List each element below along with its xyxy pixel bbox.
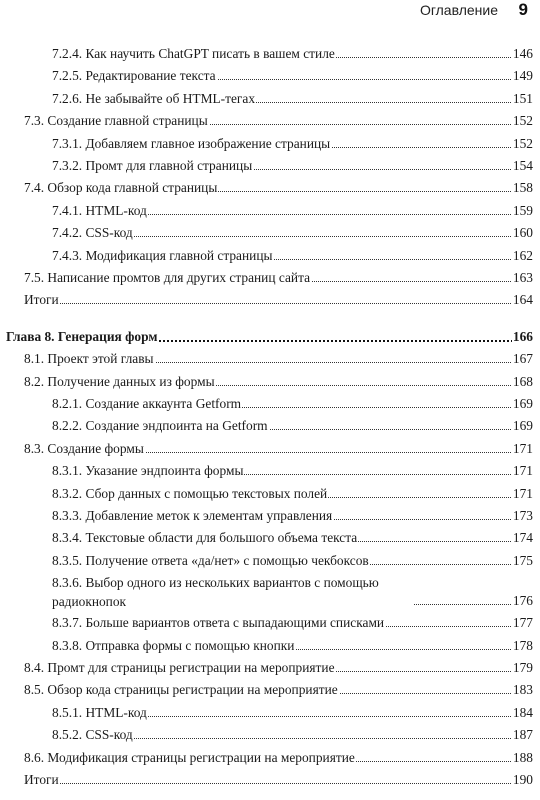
toc-entry-page: 167 (512, 349, 533, 369)
toc-entry-title: 8.3.8. Отправка формы с помощью кнопки (52, 636, 295, 656)
toc-section (24, 372, 533, 392)
toc-subsection (52, 156, 533, 176)
toc-entry-title: 8.3. Создание формы (24, 439, 145, 459)
toc-subsection (52, 528, 533, 548)
page-number: 9 (518, 0, 528, 19)
toc-subsection (52, 636, 533, 656)
toc-entry-title: 7.4.1. HTML-код (52, 201, 148, 221)
toc-section (24, 439, 533, 459)
running-title: Оглавление (419, 2, 498, 18)
toc-entry-page: 173 (512, 506, 533, 526)
toc-entry-page: 166 (512, 327, 533, 347)
toc-entry-page: 164 (512, 290, 533, 310)
toc-subsection (52, 506, 533, 526)
toc-entry-title: 8.2.2. Создание эндпоинта на Getform (52, 416, 269, 436)
toc-section (24, 770, 533, 790)
toc-entry-page: 188 (512, 748, 533, 768)
toc-entry-title: 7.4.3. Модификация главной страницы (52, 246, 274, 266)
toc-entry-title: 8.2. Получение данных из формы (24, 372, 216, 392)
toc-entry-title: 7.5. Написание промтов для других страниц сайта (24, 268, 311, 288)
toc-entry-title: 8.6. Модификация страницы регистрации на мероприятие (24, 748, 356, 768)
toc-subsection (52, 134, 533, 154)
toc-entry-title: 8.5.2. CSS-код (52, 725, 134, 745)
toc-entry-page: 190 (512, 770, 533, 790)
toc-entry-page: 174 (512, 528, 533, 548)
toc-entry-page: 168 (512, 372, 533, 392)
toc-subsection (52, 613, 533, 633)
toc-entry-title: 8.3.2. Сбор данных с помощью текстовых полей (52, 484, 328, 504)
toc-entry-page: 178 (512, 636, 533, 656)
toc-entry-title: Глава 8. Генерация форм (6, 327, 158, 347)
toc-entry-page: 158 (512, 178, 533, 198)
toc-subsection (52, 246, 533, 266)
toc-entry-title: 7.2.6. Не забывайте об HTML-тегах (52, 89, 256, 109)
toc-entry-title: Итоги (24, 770, 60, 790)
toc-section (24, 178, 533, 198)
toc-entry-page: 151 (512, 89, 533, 109)
toc-subsection (52, 573, 533, 611)
toc-section (24, 658, 533, 678)
toc-entry-title: 7.3.1. Добавляем главное изображение страницы (52, 134, 331, 154)
toc-subsection (52, 416, 533, 436)
toc-entry-page: 176 (512, 591, 533, 611)
page-header (0, 0, 540, 22)
toc-entry-page: 175 (512, 551, 533, 571)
toc-subsection (52, 201, 533, 221)
toc-entry-page: 169 (512, 416, 533, 436)
toc-entry-page: 184 (512, 703, 533, 723)
toc-entry-page: 169 (512, 394, 533, 414)
toc-entry-page: 187 (512, 725, 533, 745)
toc-entry-title: 8.5.1. HTML-код (52, 703, 148, 723)
toc-section (24, 111, 533, 131)
toc-entry-page: 159 (512, 201, 533, 221)
toc-entry-page: 179 (512, 658, 533, 678)
toc-entry-title: 8.3.1. Указание эндпоинта формы (52, 461, 244, 481)
toc-subsection (52, 394, 533, 414)
toc-entry-title: 8.2.1. Создание аккаунта Getform (52, 394, 242, 414)
toc-chapter (6, 327, 533, 347)
toc-subsection (52, 484, 533, 504)
toc-entry-page: 152 (512, 134, 533, 154)
toc-section (24, 680, 533, 700)
toc-entry-title: 8.3.3. Добавление меток к элементам управления (52, 506, 333, 526)
toc-entry-title: 8.3.4. Текстовые области для большого объема текста (52, 528, 358, 548)
toc-entry-title: Итоги (24, 290, 60, 310)
toc-subsection (52, 66, 533, 86)
toc-leader-dots (24, 783, 533, 784)
toc-entry-title: 8.5. Обзор кода страницы регистрации на мероприятие (24, 680, 339, 700)
toc-entry-page: 171 (512, 439, 533, 459)
toc-section (24, 268, 533, 288)
toc-subsection (52, 551, 533, 571)
toc-entry-page: 146 (512, 44, 533, 64)
toc-subsection (52, 703, 533, 723)
toc-entry-page: 163 (512, 268, 533, 288)
toc-section (24, 748, 533, 768)
toc-entry-page: 171 (512, 461, 533, 481)
toc-entry-title: 8.3.7. Больше вариантов ответа с выпадающими списками (52, 613, 385, 633)
toc-subsection (52, 44, 533, 64)
toc-subsection (52, 89, 533, 109)
toc-entry-title: 7.4. Обзор кода главной страницы (24, 178, 218, 198)
toc-entry-page: 177 (512, 613, 533, 633)
toc-entry-title: 7.3.2. Промт для главной страницы (52, 156, 253, 176)
toc-section (24, 349, 533, 369)
toc-entry-title: 8.4. Промт для страницы регистрации на мероприятие (24, 658, 336, 678)
toc-entry-page: 160 (512, 223, 533, 243)
toc-entry-page: 183 (512, 680, 533, 700)
toc-subsection (52, 223, 533, 243)
toc-entry-page: 152 (512, 111, 533, 131)
toc-subsection (52, 725, 533, 745)
toc-entry-title: 8.1. Проект этой главы (24, 349, 155, 369)
toc-section (24, 290, 533, 310)
toc-entry-title: 7.2.5. Редактирование текста (52, 66, 217, 86)
toc-entry-title: 7.2.4. Как научить ChatGPT писать в вашем стиле (52, 44, 336, 64)
toc-leader-dots (24, 303, 533, 304)
toc-entry-title: 7.4.2. CSS-код (52, 223, 134, 243)
toc-entry-title: 8.3.6. Выбор одного из нескольких вариантов с помощью радиокнопок (52, 573, 413, 611)
toc-entry-page: 162 (512, 246, 533, 266)
toc-entry-title: 8.3.5. Получение ответа «да/нет» с помощью чекбоксов (52, 551, 370, 571)
toc-entry-page: 171 (512, 484, 533, 504)
toc-subsection (52, 461, 533, 481)
toc-entry-page: 154 (512, 156, 533, 176)
toc-entry-page: 149 (512, 66, 533, 86)
toc-entry-title: 7.3. Создание главной страницы (24, 111, 209, 131)
